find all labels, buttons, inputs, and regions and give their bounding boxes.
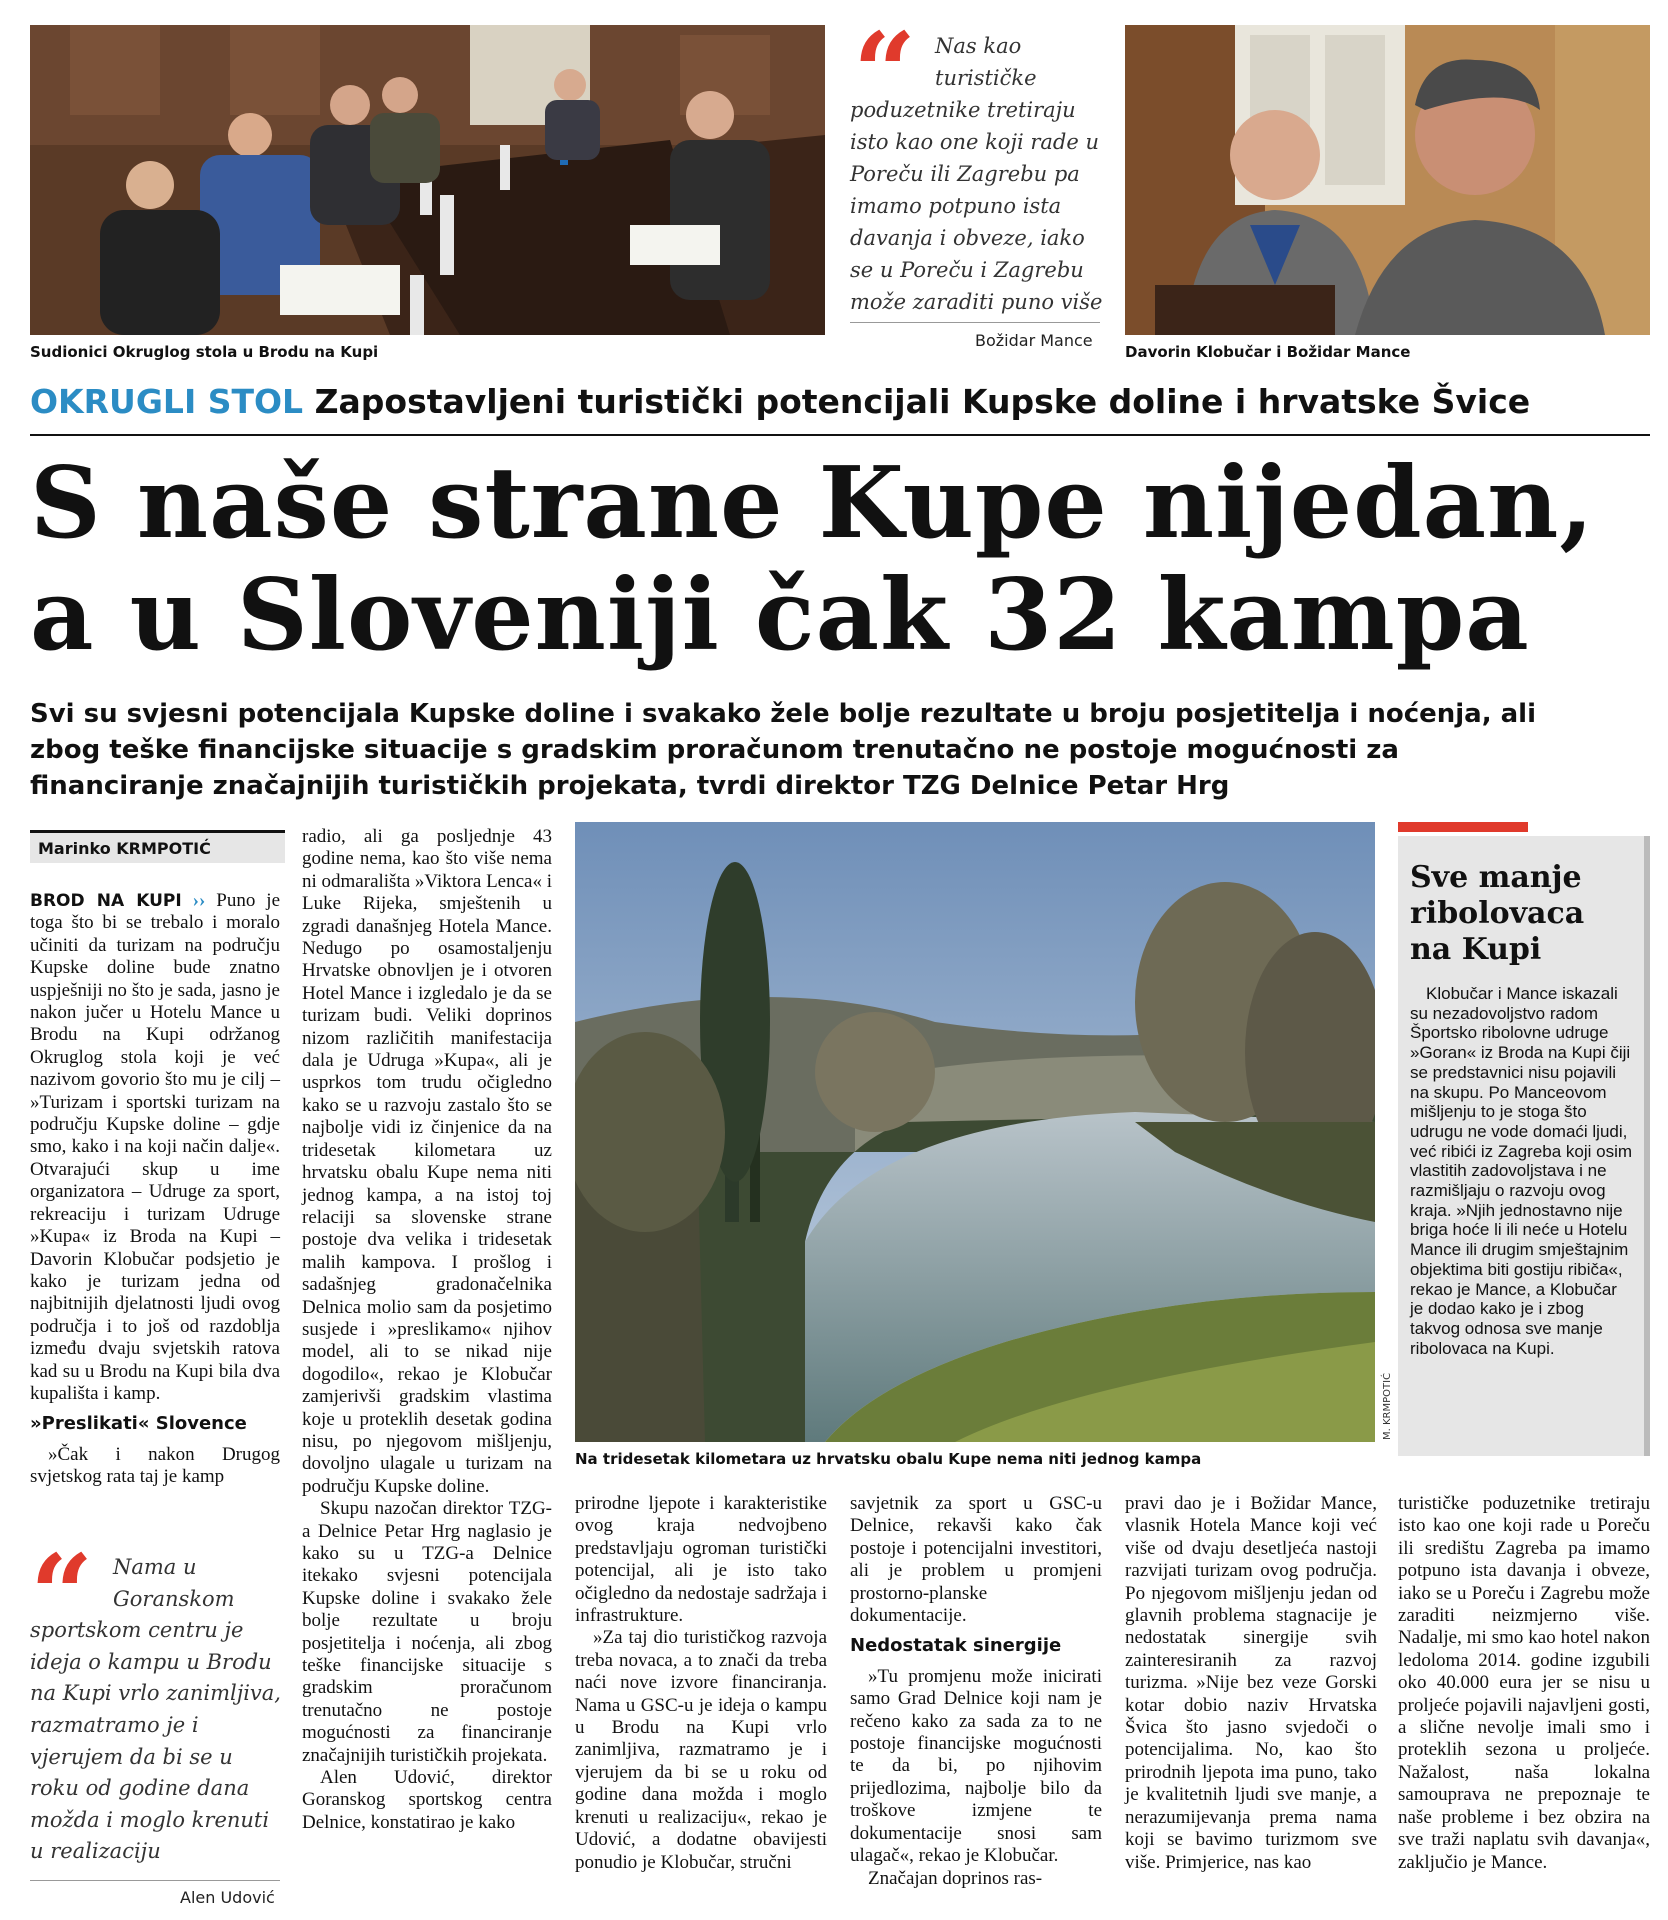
column-1 — [30, 890, 280, 1489]
subheading: »Preslikati« Slovence — [30, 1413, 247, 1435]
byline-author: Marinko KRMPOTIĆ — [38, 839, 211, 858]
quote-line: može zaraditi puno više — [850, 290, 1103, 314]
paragraph-text: Puno je toga što bi se trebalo i moralo učiniti da turizam na području Kupske doline bude znatno uspješniji no što je sada, jasno je nakon jučer u Hotelu Mance u Brodu na Kupi održanog Okruglog stola koji je već nazivom govorio što mu je cilj – »Turizam i sportski turizam na području Kupske doline – gdje smo, kako i na koji način dalje«. Otvarajući skup u ime organizatora – Udruge za sport, rekreaciju i turizam Udruge »Kupa« iz Broda na Kupi – Davorin Klobučar podsjetio je kako je turizam jedna od najbitnijih djelatnosti ljudi ovog područja i to još od razdoblja između dvaju svjetskih ratova kad su u Brodu na Kupi bila dva kupališta i kamp. — [30, 890, 280, 1404]
photo-klobucar-mance — [1125, 25, 1650, 335]
pull-quote-divider — [30, 1880, 280, 1881]
quote-line: možda i moglo krenuti — [30, 1807, 270, 1832]
quote-line: razmatramo je i — [30, 1712, 199, 1737]
paragraph: savjetnik za sport u GSC-u Delnice, rekavši kako čak postoje i potencijalni investitori, ali je problem u promjeni prostorno-planske dokumentacije. — [850, 1493, 1102, 1627]
dateline: BROD NA KUPI — [30, 891, 182, 911]
subheading: Nedostatak sinergije — [850, 1635, 1062, 1657]
photo-kupa-river — [575, 822, 1375, 1442]
sidebar-title-line: na Kupi — [1410, 932, 1542, 967]
sidebar-accent — [1398, 822, 1528, 832]
column-4 — [850, 1493, 1102, 1890]
paragraph: »Čak i nakon Drugog svjetskog rata taj je kamp — [30, 1443, 280, 1488]
quote-divider — [850, 322, 1100, 323]
lead-line: zbog teške financijske situacije s gradskim proračunom trenutačno ne postoje mogućnosti za — [30, 735, 1399, 765]
paragraph: »Za taj dio turističkog razvoja treba novaca, a to znači da treba naći nove izvore financiranja. Nama u GSC-u je ideja o kampu u Brodu na Kupi vrlo zanimljiva, razmatramo je i vjerujem da bi se u roku od godine dana možda i moglo krenuti u realizaciju«, rekao je Udović, a dodatne obavijesti ponudio je Klobučar, stručni — [575, 1627, 827, 1873]
headline-line: a u Sloveniji čak 32 kampa — [30, 558, 1530, 673]
column-2 — [302, 826, 552, 1834]
sidebar-title-line: ribolovaca — [1410, 896, 1585, 931]
paragraph: turističke poduzetnike tretiraju isto kao one koji rade u Poreču ili središtu Zagreba pa imamo potpuno ista davanja i obveze, iako se u Poreču i Zagrebu može zaraditi neizmjerno više. Nadalje, mi smo kao hotel nakon ledoloma 2014. godine izgubili oko 40.000 eura jer se nisu u proljeće pojavili najavljeni gosti, a slične nevolje imali smo i proteklih sezona u proljeće. Nažalost, naša lokalna samouprava ne prepoznaje te naše probleme i bez obzira na sve traži naplatu svih davanja«, zaključio je Mance. — [1398, 1493, 1650, 1873]
quote-line: na Kupi vrlo zanimljiva, — [30, 1681, 281, 1706]
quote-line: se u Poreču i Zagrebu — [850, 258, 1084, 282]
top-quote-author: Božidar Mance — [975, 331, 1093, 350]
quote-line: u realizaciju — [30, 1839, 161, 1864]
photo-caption-klobucar-mance: Davorin Klobučar i Božidar Mance — [1125, 343, 1411, 361]
paragraph: Skupu nazočan direktor TZG-a Delnice Petar Hrg naglasio je kako su u TZG-a Delnice itekako svjesni potencijala Kupske doline i svakako žele bolje rezultate u broju posjetitelja i noćenja, ali zbog teške financijske situacije s gradskim proračunom trenutačno ne postoje mogućnosti za financiranje značajnijih turističkih projekata. — [302, 1498, 552, 1766]
quote-line: Nas kao — [935, 34, 1022, 58]
pull-quote-author: Alen Udović — [180, 1888, 275, 1907]
quote-line: isto kao one koji rade u — [850, 130, 1099, 154]
column-3 — [575, 1493, 827, 1874]
column-5 — [1125, 1493, 1377, 1874]
quote-line: poduzetnike tretiraju — [850, 98, 1076, 122]
paragraph: Značajan doprinos ras- — [868, 1867, 1043, 1889]
sidebar-shadow — [1644, 836, 1650, 1456]
kicker-rule — [30, 434, 1650, 436]
paragraph — [30, 890, 280, 1405]
dateline-arrow-icon: ›› — [192, 890, 206, 911]
headline-line: S naše strane Kupe nijedan, — [30, 446, 1595, 561]
quote-mark-icon: “ — [30, 1530, 94, 1659]
quote-line: vjerujem da bi se u — [30, 1744, 233, 1769]
lead — [30, 696, 1660, 804]
byline — [30, 830, 285, 863]
paragraph: Alen Udović, direktor Goranskog sportskog centra Delnice, konstatirao je kako — [302, 1767, 552, 1833]
paragraph: »Tu promjenu može inicirati samo Grad Delnice koji nam je rečeno kako za sada za to ne postoje financijske mogućnosti te da bi, po njihovim prijedlozima, najbolje bilo da troškove izmjene te dokumentacije snosi sam ulagač«, rekao je Klobučar. — [850, 1665, 1102, 1867]
quote-line: davanja i obveze, iako — [850, 226, 1085, 250]
kicker — [30, 382, 1530, 421]
quote-line: turističke — [935, 66, 1037, 90]
pull-quote — [30, 1552, 285, 1868]
kicker-label: OKRUGLI STOL — [30, 382, 304, 421]
lead-line: Svi su svjesni potencijala Kupske doline i svakako žele bolje rezultate u broju posjetitelja i noćenja, ali — [30, 699, 1537, 729]
paragraph: prirodne ljepote i karakteristike ovog kraja nedvojbeno predstavljaju ogroman turistički potencijal, ali je isto tako očigledno da nedostaje sadržaja i infrastrukture. — [575, 1493, 827, 1627]
lead-line: financiranje značajnijih turističkih projekata, tvrdi direktor TZG Delnice Petar Hrg — [30, 771, 1230, 801]
sidebar-box — [1398, 836, 1650, 1456]
paragraph: radio, ali ga posljednje 43 godine nema, kao što više nema ni odmarališta »Viktora Lenca« i Luke Rijeka, smještenih u zgradi današnjeg Hotela Mance. Nedugo po osamostaljenju Hrvatske obnovljen je i otvoren Hotel Mance i izgledalo je da se turizam budi. Veliki doprinos nizom različitih manifestacija dala je Udruga »Kupa«, ali je usprkos tom trudu očigledno kako se u razvoju zastalo što se najbolje vidi iz činjenice da na tridesetak kilometara uz hrvatsku obalu Kupe nema niti jednog kampa, a na istoj toj relaciji sa slovenske strane postoje dva velika i tridesetak malih kampova. I prošlog i sadašnjeg gradonačelnika Delnica molio sam da posjetimo susjede i »preslikamo« njihov model, ali to se nikad nije dogodilo«, rekao je Klobučar zamjerivši gradskim vlastima koje u proteklih desetak godina nisu, po njegovom mišljenju, dovoljno ulagale u turizam na području Kupske doline. — [302, 826, 552, 1497]
quote-line: roku od godine dana — [30, 1776, 250, 1801]
top-quote — [850, 30, 1105, 318]
quote-line: Poreču ili Zagrebu pa — [850, 162, 1080, 186]
photo-caption-river: Na tridesetak kilometara uz hrvatsku obalu Kupe nema niti jednog kampa — [575, 1450, 1202, 1468]
photo-credit: M. KRMPOTIĆ — [1382, 1372, 1393, 1440]
paragraph: pravi dao je i Božidar Mance, vlasnik Hotela Mance koji već više od dvaju desetljeća nastoji razvijati turizam ovog područja. Po njegovom mišljenju jedan od glavnih problema stagnacije je nedostatak sinergije svih zainteresiranih za razvoj turizma. »Nije bez veze Gorski kotar dobio naziv Hrvatska Švica što jasno svjedoči o potencijalima. No, kao što prirodnih ljepota ima puno, tako je kvalitetnih ljudi sve manje, a nerazumijevanja prema nama koji se bavimo turizmom sve više. Primjerice, nas kao — [1125, 1493, 1377, 1873]
quote-line: ideja o kampu u Brodu — [30, 1649, 272, 1674]
photo-caption-roundtable: Sudionici Okruglog stola u Brodu na Kupi — [30, 343, 379, 361]
headline — [30, 448, 1660, 672]
quote-line: sportskom centru je — [30, 1618, 244, 1643]
column-6 — [1398, 1493, 1650, 1874]
quote-line: Nama u — [113, 1555, 197, 1579]
kicker-text: Zapostavljeni turistički potencijali Kupske doline i hrvatske Švice — [314, 382, 1531, 421]
quote-line: imamo potpuno ista — [850, 194, 1062, 218]
sidebar-title — [1410, 860, 1584, 968]
quote-mark-icon: “ — [853, 8, 917, 137]
quote-line: Goranskom — [113, 1586, 235, 1611]
photo-roundtable — [30, 25, 825, 335]
sidebar-title-line: Sve manje — [1410, 860, 1582, 895]
sidebar-text: Klobučar i Mance iskazali su nezadovoljstvo radom Športsko ribolovne udruge »Goran« iz Broda na Kupi čiji se predstavnici nisu pojavili na skupu. Po Manceovom mišljenju to je stoga što udrugu ne vode domaći ljudi, već ribići iz Zagreba koji osim vlastitih zadovoljstava i ne razmišljaju o razvoju ovog kraja. »Njih jednostavno nije briga hoće li ili neće u Hotelu Mance ili drugim smještajnim objektima biti gostiju ribiča«, rekao je Mance, a Klobučar je dodao kako je i zbog takvog odnosa sve manje ribolovaca na Kupi. — [1410, 984, 1633, 1358]
